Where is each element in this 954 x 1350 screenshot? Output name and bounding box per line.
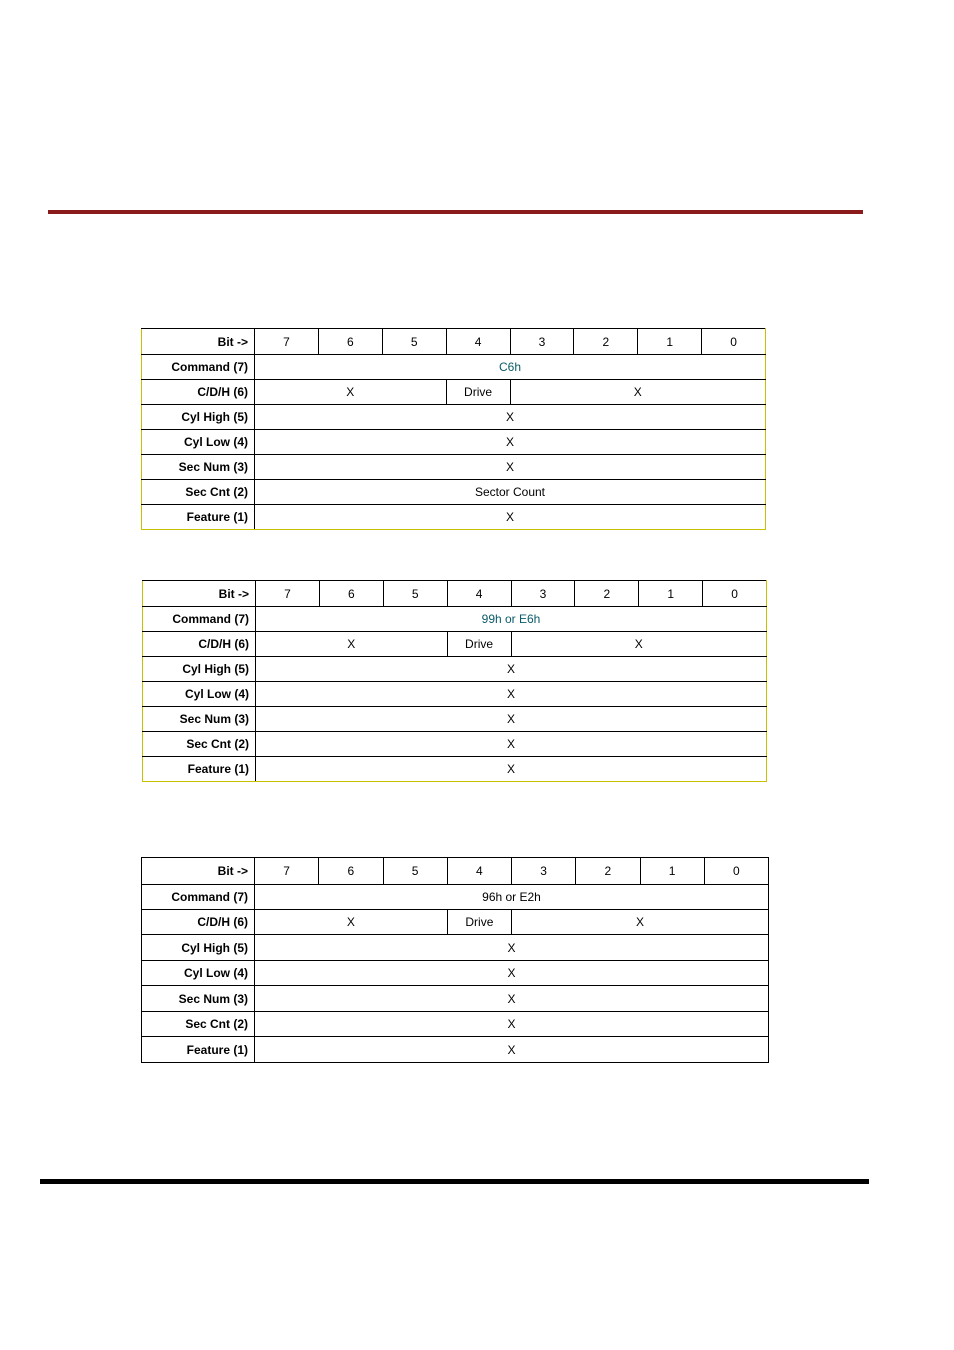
cdh-right-value: X — [511, 632, 767, 657]
sec-num-label: Sec Num (3) — [142, 986, 255, 1012]
cdh-label: C/D/H (6) — [142, 910, 255, 935]
sec-num-label: Sec Num (3) — [142, 455, 255, 480]
bit-label: Bit -> — [143, 581, 256, 607]
cyl-high-label: Cyl High (5) — [142, 405, 255, 430]
cdh-left-value: X — [255, 910, 448, 935]
cdh-row — [142, 380, 766, 405]
feature-row — [143, 757, 767, 782]
cyl-high-row — [142, 935, 769, 961]
cdh-right-value: X — [512, 910, 769, 935]
bit-1: 1 — [638, 329, 702, 355]
cdh-row — [142, 910, 769, 935]
feature-label: Feature (1) — [142, 1037, 255, 1063]
bit-2: 2 — [575, 581, 639, 607]
feature-value: X — [255, 1037, 769, 1063]
sec-cnt-label: Sec Cnt (2) — [142, 480, 255, 505]
sec-num-value: X — [255, 986, 769, 1012]
cyl-low-value: X — [255, 430, 766, 455]
cdh-drive-value: Drive — [447, 910, 511, 935]
bit-5: 5 — [383, 858, 447, 885]
command-row — [143, 607, 767, 632]
command-value: 96h or E2h — [255, 885, 769, 910]
sec-cnt-value: X — [255, 1012, 769, 1037]
sec-num-row — [143, 707, 767, 732]
cyl-low-row — [142, 961, 769, 986]
feature-row — [142, 505, 766, 530]
feature-value: X — [255, 505, 766, 530]
bit-1: 1 — [639, 581, 703, 607]
register-table-3 — [141, 857, 769, 1063]
bit-6: 6 — [319, 858, 383, 885]
sec-num-row — [142, 455, 766, 480]
command-label: Command (7) — [142, 885, 255, 910]
command-value: 99h or E6h — [256, 607, 767, 632]
bit-2: 2 — [576, 858, 640, 885]
bit-1: 1 — [640, 858, 704, 885]
cyl-high-row — [143, 657, 767, 682]
feature-value: X — [256, 757, 767, 782]
bit-2: 2 — [574, 329, 638, 355]
sec-cnt-row — [143, 732, 767, 757]
sec-cnt-label: Sec Cnt (2) — [142, 1012, 255, 1037]
cdh-right-value: X — [510, 380, 766, 405]
cyl-low-label: Cyl Low (4) — [142, 961, 255, 986]
cdh-label: C/D/H (6) — [143, 632, 256, 657]
cdh-row — [143, 632, 767, 657]
bit-3: 3 — [512, 858, 576, 885]
bit-0: 0 — [702, 329, 766, 355]
sec-num-value: X — [255, 455, 766, 480]
cyl-high-value: X — [255, 935, 769, 961]
feature-label: Feature (1) — [143, 757, 256, 782]
cdh-drive-value: Drive — [447, 632, 511, 657]
command-row — [142, 885, 769, 910]
cyl-low-value: X — [256, 682, 767, 707]
cyl-low-value: X — [255, 961, 769, 986]
bit-label: Bit -> — [142, 858, 255, 885]
cdh-drive-value: Drive — [446, 380, 510, 405]
sec-cnt-value: Sector Count — [255, 480, 766, 505]
cdh-left-value: X — [256, 632, 448, 657]
feature-row — [142, 1037, 769, 1063]
command-row — [142, 355, 766, 380]
command-value: C6h — [255, 355, 766, 380]
bit-5: 5 — [383, 581, 447, 607]
bit-5: 5 — [382, 329, 446, 355]
sec-num-value: X — [256, 707, 767, 732]
bit-header-row — [142, 329, 766, 355]
cyl-low-row — [143, 682, 767, 707]
command-label: Command (7) — [142, 355, 255, 380]
register-table-2 — [142, 580, 767, 782]
bit-7: 7 — [255, 858, 319, 885]
cyl-high-label: Cyl High (5) — [143, 657, 256, 682]
command-label: Command (7) — [143, 607, 256, 632]
sec-cnt-label: Sec Cnt (2) — [143, 732, 256, 757]
cyl-high-row — [142, 405, 766, 430]
bit-0: 0 — [704, 858, 768, 885]
feature-label: Feature (1) — [142, 505, 255, 530]
cyl-low-label: Cyl Low (4) — [142, 430, 255, 455]
cyl-low-label: Cyl Low (4) — [143, 682, 256, 707]
bit-7: 7 — [255, 329, 319, 355]
cyl-low-row — [142, 430, 766, 455]
cyl-high-value: X — [256, 657, 767, 682]
bit-0: 0 — [703, 581, 767, 607]
bit-3: 3 — [510, 329, 574, 355]
sec-cnt-row — [142, 480, 766, 505]
cdh-left-value: X — [255, 380, 447, 405]
sec-num-label: Sec Num (3) — [143, 707, 256, 732]
bit-header-row — [143, 581, 767, 607]
bit-4: 4 — [447, 581, 511, 607]
cyl-high-label: Cyl High (5) — [142, 935, 255, 961]
bit-6: 6 — [319, 581, 383, 607]
bit-header-row — [142, 858, 769, 885]
register-table-1 — [141, 328, 766, 530]
bit-label: Bit -> — [142, 329, 255, 355]
cyl-high-value: X — [255, 405, 766, 430]
sec-cnt-value: X — [256, 732, 767, 757]
sec-cnt-row — [142, 1012, 769, 1037]
bit-4: 4 — [447, 858, 511, 885]
sec-num-row — [142, 986, 769, 1012]
bit-4: 4 — [446, 329, 510, 355]
bit-7: 7 — [256, 581, 320, 607]
cdh-label: C/D/H (6) — [142, 380, 255, 405]
footer-rule — [40, 1179, 869, 1184]
header-rule — [48, 210, 863, 214]
bit-6: 6 — [318, 329, 382, 355]
bit-3: 3 — [511, 581, 575, 607]
